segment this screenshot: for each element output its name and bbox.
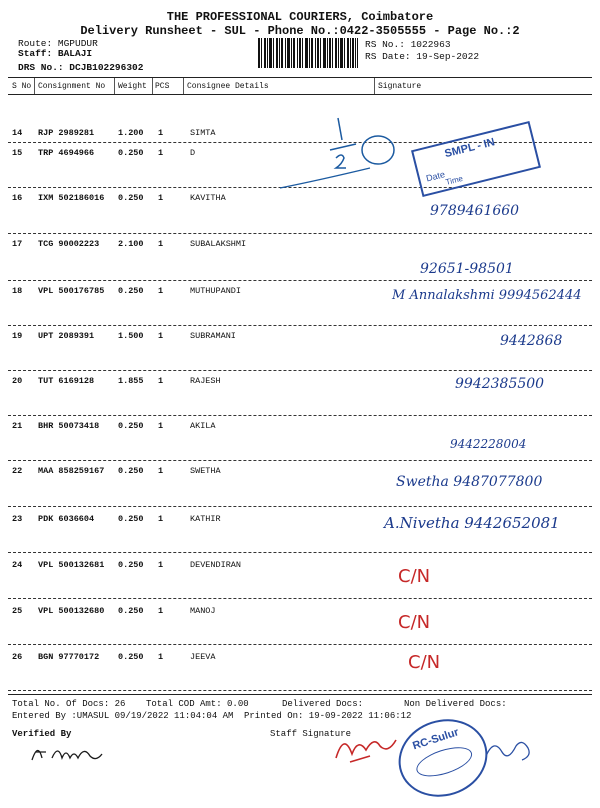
row-pcs: 1 <box>158 466 164 476</box>
row-weight: 0.250 <box>118 606 144 616</box>
table-row <box>0 325 600 371</box>
table-row <box>0 598 600 644</box>
col-pcs: PCS <box>155 82 170 91</box>
col-divider <box>152 78 153 95</box>
table-header-rule <box>8 94 592 95</box>
row-consignee: SUBALAKSHMI <box>190 239 247 249</box>
runsheet-title: Delivery Runsheet - SUL - Phone No.:0422-3505555 - Page No.:2 <box>80 24 520 38</box>
row-sno: 26 <box>12 652 23 662</box>
cn-mark: C/N <box>398 566 431 587</box>
seal-initials-scribble <box>480 730 540 770</box>
handwritten-signature: M Annalakshmi 9994562444 <box>392 288 582 303</box>
entered-by: Entered By :UMASUL 09/19/2022 11:04:04 AM <box>12 711 234 721</box>
row-consignment: MAA 858259167 <box>38 466 105 476</box>
handwritten-signature: 92651-98501 <box>420 261 514 277</box>
row-pcs: 1 <box>158 331 164 341</box>
handwritten-signature: 9789461660 <box>430 203 520 219</box>
row-consignee: D <box>190 148 196 158</box>
staff-label: Staff: BALAJI <box>18 48 93 59</box>
col-consignment: Consignment No <box>38 82 106 91</box>
row-consignment: BHR 50073418 <box>38 421 100 431</box>
total-docs: Total No. Of Docs: 26 <box>12 699 126 709</box>
cn-mark: C/N <box>398 612 431 633</box>
table-row <box>0 370 600 416</box>
row-consignee: DEVENDIRAN <box>190 560 242 570</box>
col-signature: Signature <box>378 82 422 91</box>
col-consignee: Consignee Details <box>187 82 269 91</box>
row-pcs: 1 <box>158 148 164 158</box>
col-divider <box>34 78 35 95</box>
row-pcs: 1 <box>158 421 164 431</box>
row-sno: 15 <box>12 148 23 158</box>
col-divider <box>183 78 184 95</box>
row-weight: 0.250 <box>118 560 144 570</box>
handwritten-signature: 9442868 <box>500 333 563 349</box>
stamp-title: SMPL - IN <box>443 136 497 161</box>
row-sno: 25 <box>12 606 23 616</box>
drs-number: DRS No.: DCJB102296302 <box>18 62 144 73</box>
table-row <box>0 233 600 279</box>
row-weight: 1.200 <box>118 128 144 138</box>
row-consignment: TCG 90002223 <box>38 239 100 249</box>
row-sno: 17 <box>12 239 23 249</box>
row-pcs: 1 <box>158 560 164 570</box>
row-pcs: 1 <box>158 652 164 662</box>
total-cod: Total COD Amt: 0.00 <box>146 699 249 709</box>
row-weight: 0.250 <box>118 148 144 158</box>
row-consignee: MUTHUPANDI <box>190 286 242 296</box>
row-sno: 14 <box>12 128 23 138</box>
row-consignment: VPL 500132681 <box>38 560 105 570</box>
table-row <box>0 460 600 506</box>
row-consignment: VPL 500176785 <box>38 286 105 296</box>
row-consignment: TRP 4694966 <box>38 148 95 158</box>
col-divider <box>374 78 375 95</box>
route-label: Route: MGPUDUR <box>18 38 98 49</box>
row-consignee: SIMTA <box>190 128 216 138</box>
row-pcs: 1 <box>158 128 164 138</box>
verifier-signature <box>28 738 128 768</box>
barcode-image <box>258 38 358 68</box>
col-weight: Weight <box>118 82 147 91</box>
row-sno: 16 <box>12 193 23 203</box>
row-weight: 1.855 <box>118 376 144 386</box>
row-consignment: UPT 2089391 <box>38 331 95 341</box>
row-consignee: AKILA <box>190 421 216 431</box>
row-pcs: 1 <box>158 193 164 203</box>
table-top-rule <box>8 77 592 78</box>
staff-signature-label: Staff Signature <box>270 729 352 739</box>
row-consignee: RAJESH <box>190 376 221 386</box>
footer-rule <box>8 694 592 695</box>
row-pcs: 1 <box>158 606 164 616</box>
stamp-time-label: Time <box>444 173 464 187</box>
handwritten-signature: 9942385500 <box>455 376 545 392</box>
handwritten-tally-marks <box>270 110 400 200</box>
row-weight: 0.250 <box>118 514 144 524</box>
row-weight: 1.500 <box>118 331 144 341</box>
col-divider <box>114 78 115 95</box>
row-consignment: VPL 500132680 <box>38 606 105 616</box>
handwritten-signature: 9442228004 <box>450 437 527 451</box>
row-sno: 20 <box>12 376 23 386</box>
table-row <box>0 644 600 690</box>
row-consignment: BGN 97770172 <box>38 652 100 662</box>
row-consignee: JEEVA <box>190 652 216 662</box>
row-sno: 18 <box>12 286 23 296</box>
row-weight: 2.100 <box>118 239 144 249</box>
table-row <box>0 415 600 461</box>
rs-number: RS No.: 1022963 <box>365 39 451 50</box>
stamp-date-label: Date <box>425 169 446 184</box>
row-weight: 0.250 <box>118 652 144 662</box>
verified-by-label: Verified By <box>12 729 72 739</box>
row-sno: 22 <box>12 466 23 476</box>
row-sno: 24 <box>12 560 23 570</box>
row-consignment: PDK 6036604 <box>38 514 95 524</box>
row-pcs: 1 <box>158 286 164 296</box>
delivered-docs: Delivered Docs: <box>282 699 364 709</box>
row-sno: 19 <box>12 331 23 341</box>
cn-mark: C/N <box>408 652 441 673</box>
row-pcs: 1 <box>158 239 164 249</box>
row-consignee: KAVITHA <box>190 193 226 203</box>
row-pcs: 1 <box>158 514 164 524</box>
table-row <box>0 552 600 598</box>
row-consignment: RJP 2989281 <box>38 128 95 138</box>
row-weight: 0.250 <box>118 286 144 296</box>
non-delivered-docs: Non Delivered Docs: <box>404 699 507 709</box>
table-row <box>0 506 600 552</box>
row-sno: 21 <box>12 421 23 431</box>
row-consignee: MANOJ <box>190 606 216 616</box>
handwritten-signature: A.Nivetha 9442652081 <box>384 514 560 532</box>
row-weight: 0.250 <box>118 466 144 476</box>
row-pcs: 1 <box>158 376 164 386</box>
handwritten-signature: Swetha 9487077800 <box>396 474 543 490</box>
row-consignee: SWETHA <box>190 466 221 476</box>
col-sno: S No <box>12 82 32 91</box>
row-separator <box>8 690 592 691</box>
row-consignment: TUT 6169128 <box>38 376 95 386</box>
table-row <box>0 280 600 326</box>
row-consignee: KATHIR <box>190 514 221 524</box>
row-sno: 23 <box>12 514 23 524</box>
printed-on: Printed On: 19-09-2022 11:06:12 <box>244 711 412 721</box>
row-consignment: IXM 502186016 <box>38 193 105 203</box>
seal-text: RC-Sulur <box>411 726 461 753</box>
company-title: THE PROFESSIONAL COURIERS, Coimbatore <box>166 10 434 24</box>
rs-date: RS Date: 19-Sep-2022 <box>365 51 480 62</box>
row-weight: 0.250 <box>118 193 144 203</box>
row-weight: 0.250 <box>118 421 144 431</box>
row-consignee: SUBRAMANI <box>190 331 236 341</box>
